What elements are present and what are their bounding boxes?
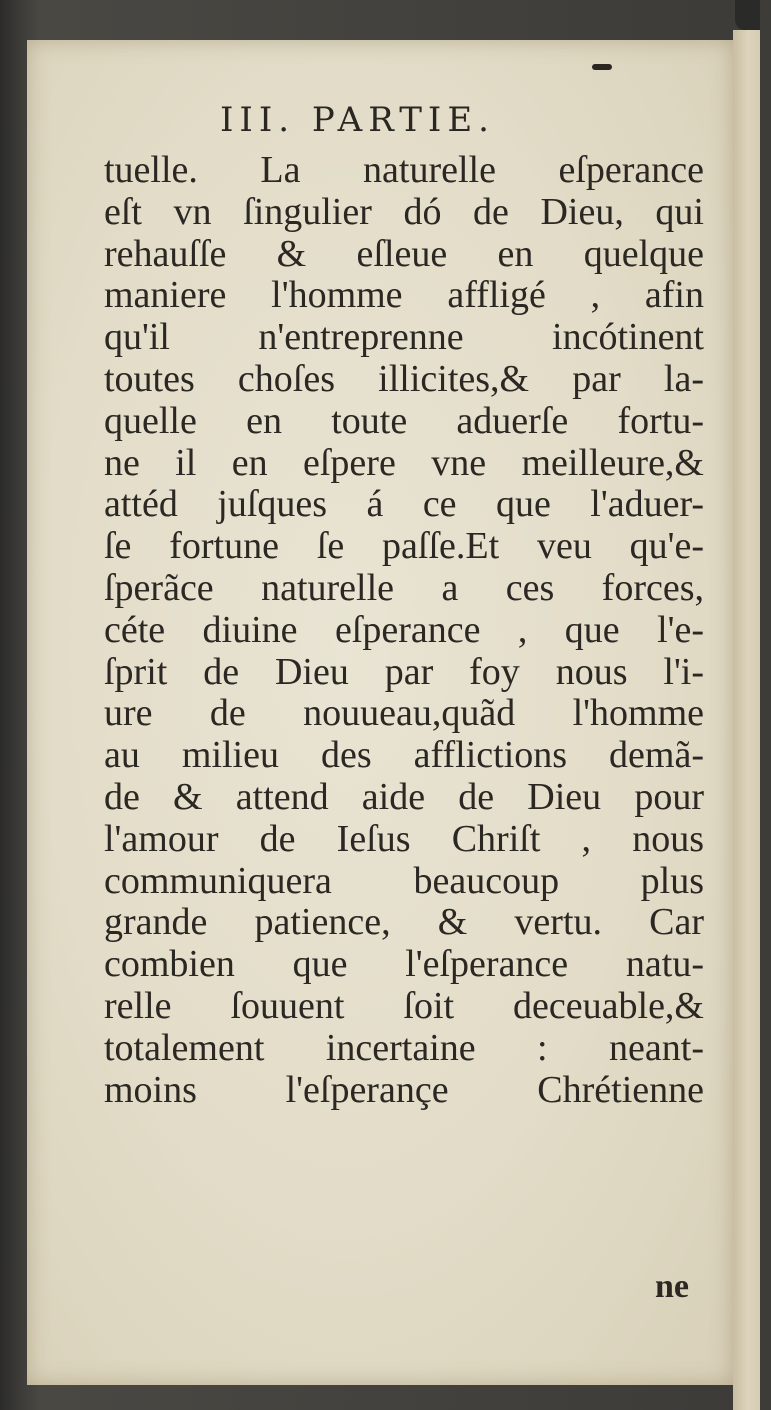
text-line: maniere l'homme affligé , afin <box>104 275 704 317</box>
text-line: quelle en toute aduerſe fortu- <box>104 400 704 442</box>
text-line: toutes choſes illicites,& par la- <box>104 358 704 400</box>
text-line: au milieu des afflictions demã- <box>104 735 704 777</box>
text-line: qu'il n'entreprenne incótinent <box>104 317 704 359</box>
text-line: moins l'eſperançe Chrétienne <box>104 1069 704 1111</box>
text-line: combien que l'eſperance natu- <box>104 944 704 986</box>
body-text <box>104 150 704 1111</box>
text-line: l'amour de Ieſus Chriſt , nous <box>104 818 704 860</box>
text-line: ſperãce naturelle a ces forces, <box>104 567 704 609</box>
text-line: céte diuine eſperance , que l'e- <box>104 609 704 651</box>
catchword: ne <box>655 1268 689 1305</box>
text-line: ne il en eſpere vne meilleure,& <box>104 442 704 484</box>
text-line: rehauſſe & eſleue en quelque <box>104 233 704 275</box>
running-head: III. PARTIE. <box>220 100 495 140</box>
text-line: communiquera beaucoup plus <box>104 860 704 902</box>
text-line: relle ſouuent ſoit deceuable,& <box>104 985 704 1027</box>
text-line: attéd juſques á ce que l'aduer- <box>104 484 704 526</box>
text-line: ure de nouueau,quãd l'homme <box>104 693 704 735</box>
book-cover-edge <box>760 0 771 1410</box>
text-line: grande patience, & vertu. Car <box>104 902 704 944</box>
text-line: totalement incertaine : neant- <box>104 1027 704 1069</box>
text-line: ſe fortune ſe paſſe.Et veu qu'e- <box>104 526 704 568</box>
text-line: tuelle. La naturelle eſperance <box>104 150 704 191</box>
text-line: eſt vn ſingulier dó de Dieu, qui <box>104 191 704 233</box>
ink-mark <box>592 64 612 70</box>
text-line: de & attend aide de Dieu pour <box>104 776 704 818</box>
text-line: ſprit de Dieu par foy nous l'i- <box>104 651 704 693</box>
